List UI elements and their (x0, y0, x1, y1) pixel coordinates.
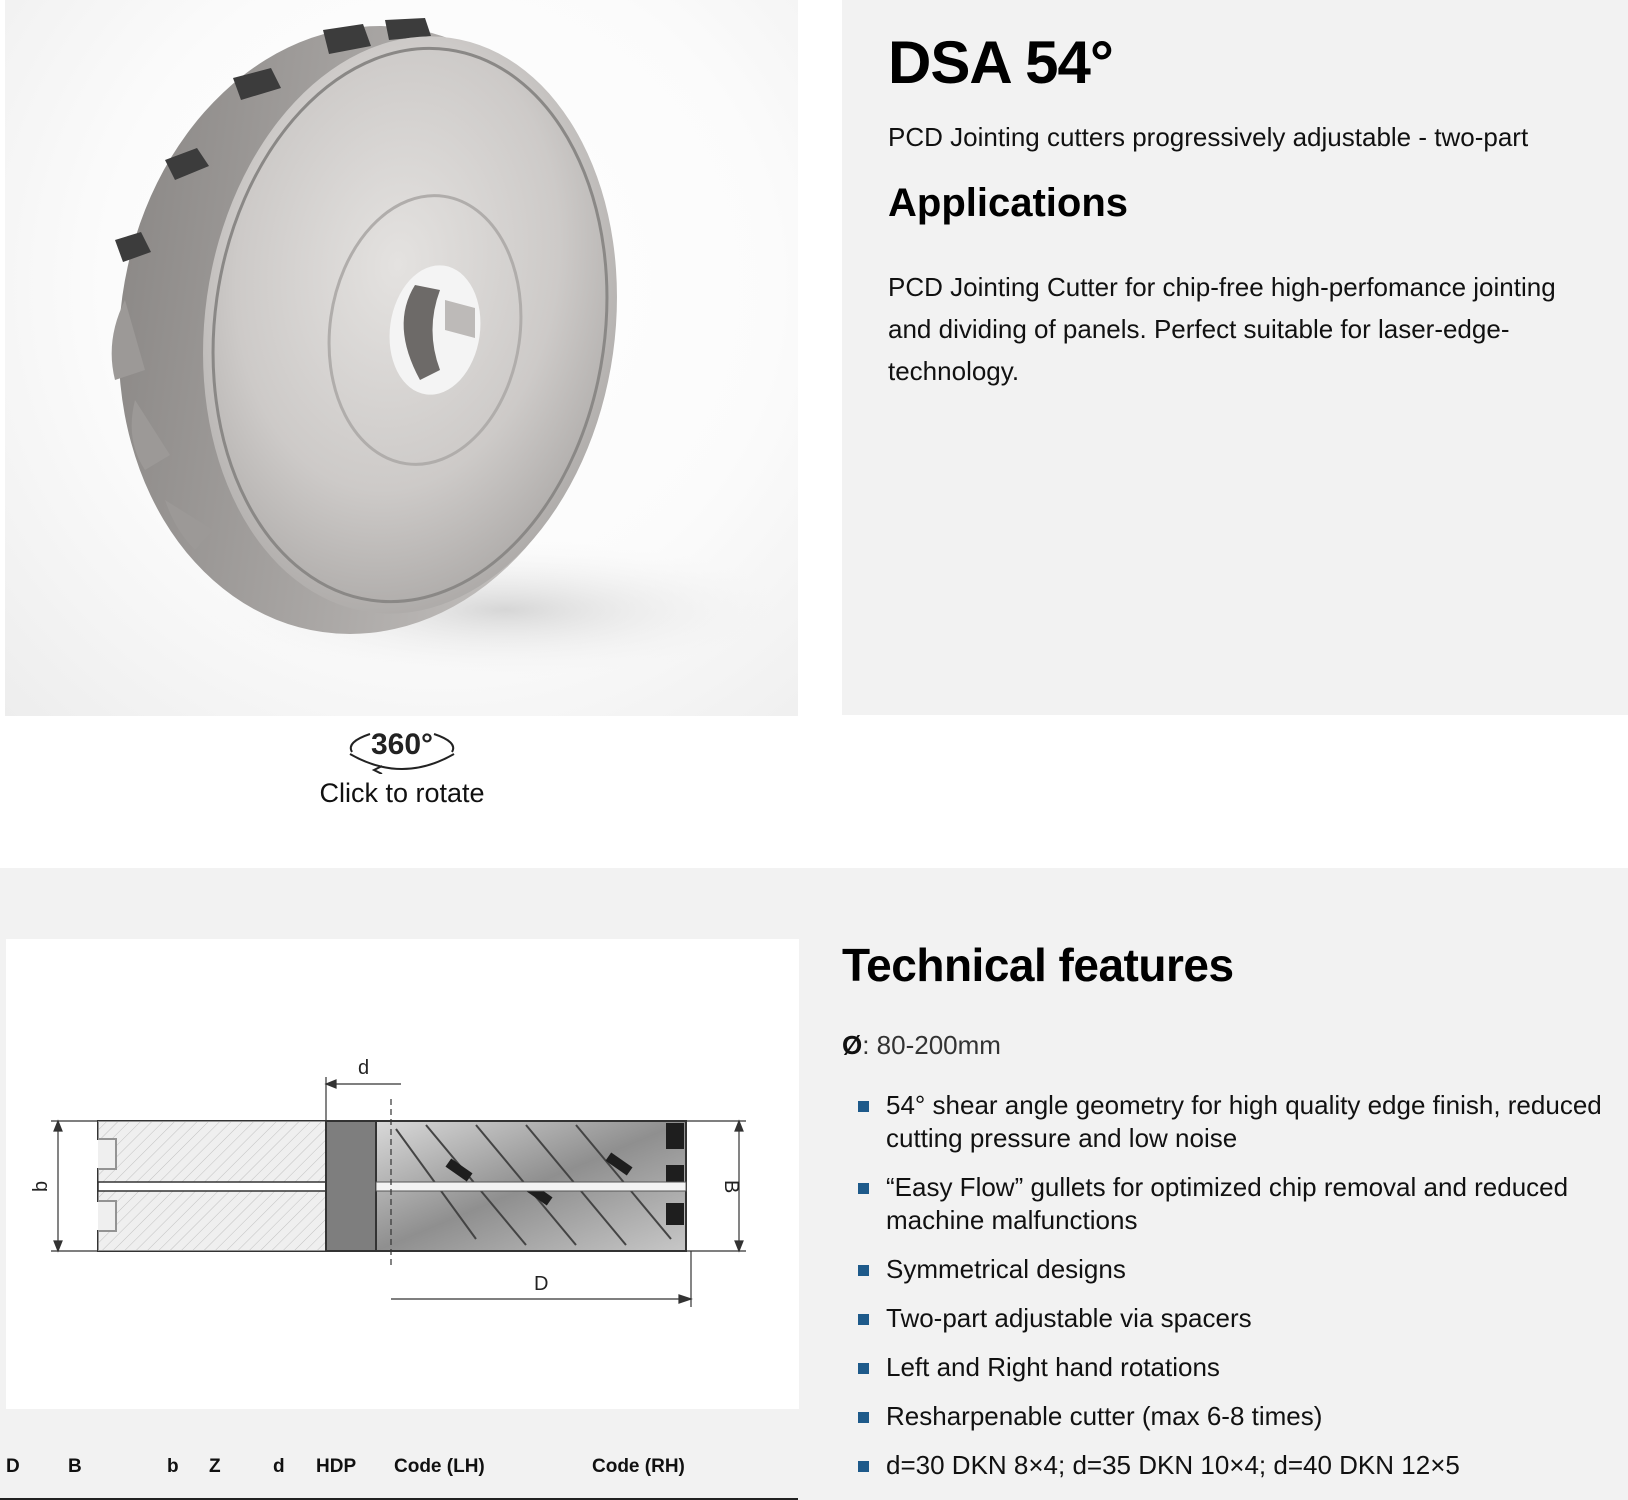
col-header-d-outer: D (6, 1456, 20, 1477)
feature-text: d=30 DKN 8×4; d=35 DKN 10×4; d=40 DKN 12×5 (886, 1450, 1460, 1480)
product-3d-viewer[interactable] (5, 0, 798, 716)
dim-label-B: B (720, 1180, 742, 1194)
col-header-code-rh: Code (RH) (592, 1456, 685, 1477)
feature-text: “Easy Flow” gullets for optimized chip removal and reduced machine malfunctions (886, 1172, 1569, 1235)
product-title: DSA 54° (888, 29, 1113, 96)
rotate-badge-text: 360° (370, 728, 434, 761)
technical-features-heading: Technical features (842, 939, 1234, 991)
bullet-square-icon (858, 1363, 869, 1374)
spec-table-header (0, 1456, 798, 1500)
col-header-z: Z (209, 1456, 221, 1477)
dim-label-D: D (534, 1273, 549, 1295)
diameter-symbol: Ø (842, 1030, 863, 1060)
feature-text: Left and Right hand rotations (886, 1352, 1220, 1382)
applications-text: PCD Jointing Cutter for chip-free high-perfomance jointing and dividing of panels. Perfect suitable for laser-edge-technology. (888, 272, 1556, 386)
feature-text: Symmetrical designs (886, 1254, 1126, 1284)
list-item (842, 1449, 1612, 1482)
cutter-render-image (5, 0, 798, 716)
bullet-square-icon (858, 1101, 869, 1112)
rotate-label: Click to rotate (319, 778, 485, 808)
diameter-range (842, 1030, 1612, 1061)
rotate-hint[interactable] (300, 722, 504, 809)
list-item (842, 1400, 1612, 1433)
list-item (842, 1351, 1612, 1384)
bullet-square-icon (858, 1412, 869, 1423)
feature-list (842, 1089, 1612, 1482)
rotate-360-icon (342, 722, 462, 774)
col-header-b-upper: B (68, 1456, 82, 1477)
feature-text: Resharpenable cutter (max 6-8 times) (886, 1401, 1323, 1431)
bullet-square-icon (858, 1461, 869, 1472)
dim-label-b: b (30, 1180, 52, 1192)
cross-section-drawing (6, 939, 799, 1409)
bullet-square-icon (858, 1314, 869, 1325)
product-info-panel (842, 0, 1628, 715)
feature-text: Two-part adjustable via spacers (886, 1303, 1252, 1333)
col-header-code-lh: Code (LH) (394, 1456, 485, 1477)
technical-drawing (6, 939, 799, 1409)
list-item (842, 1253, 1612, 1286)
diameter-value: : 80-200mm (862, 1030, 1001, 1060)
dim-label-d: d (358, 1057, 370, 1079)
col-header-b-lower: b (167, 1456, 179, 1477)
product-subtitle: PCD Jointing cutters progressively adjustable - two-part (888, 122, 1529, 152)
list-item (842, 1089, 1612, 1155)
list-item (842, 1302, 1612, 1335)
applications-heading: Applications (888, 181, 1129, 225)
bullet-square-icon (858, 1183, 869, 1194)
feature-text: 54° shear angle geometry for high quality edge finish, reduced cutting pressure and low noise (886, 1090, 1602, 1153)
col-header-d-bore: d (273, 1456, 285, 1477)
list-item (842, 1171, 1612, 1237)
technical-features (842, 938, 1612, 1498)
bullet-square-icon (858, 1265, 869, 1276)
col-header-hdp: HDP (316, 1456, 357, 1477)
